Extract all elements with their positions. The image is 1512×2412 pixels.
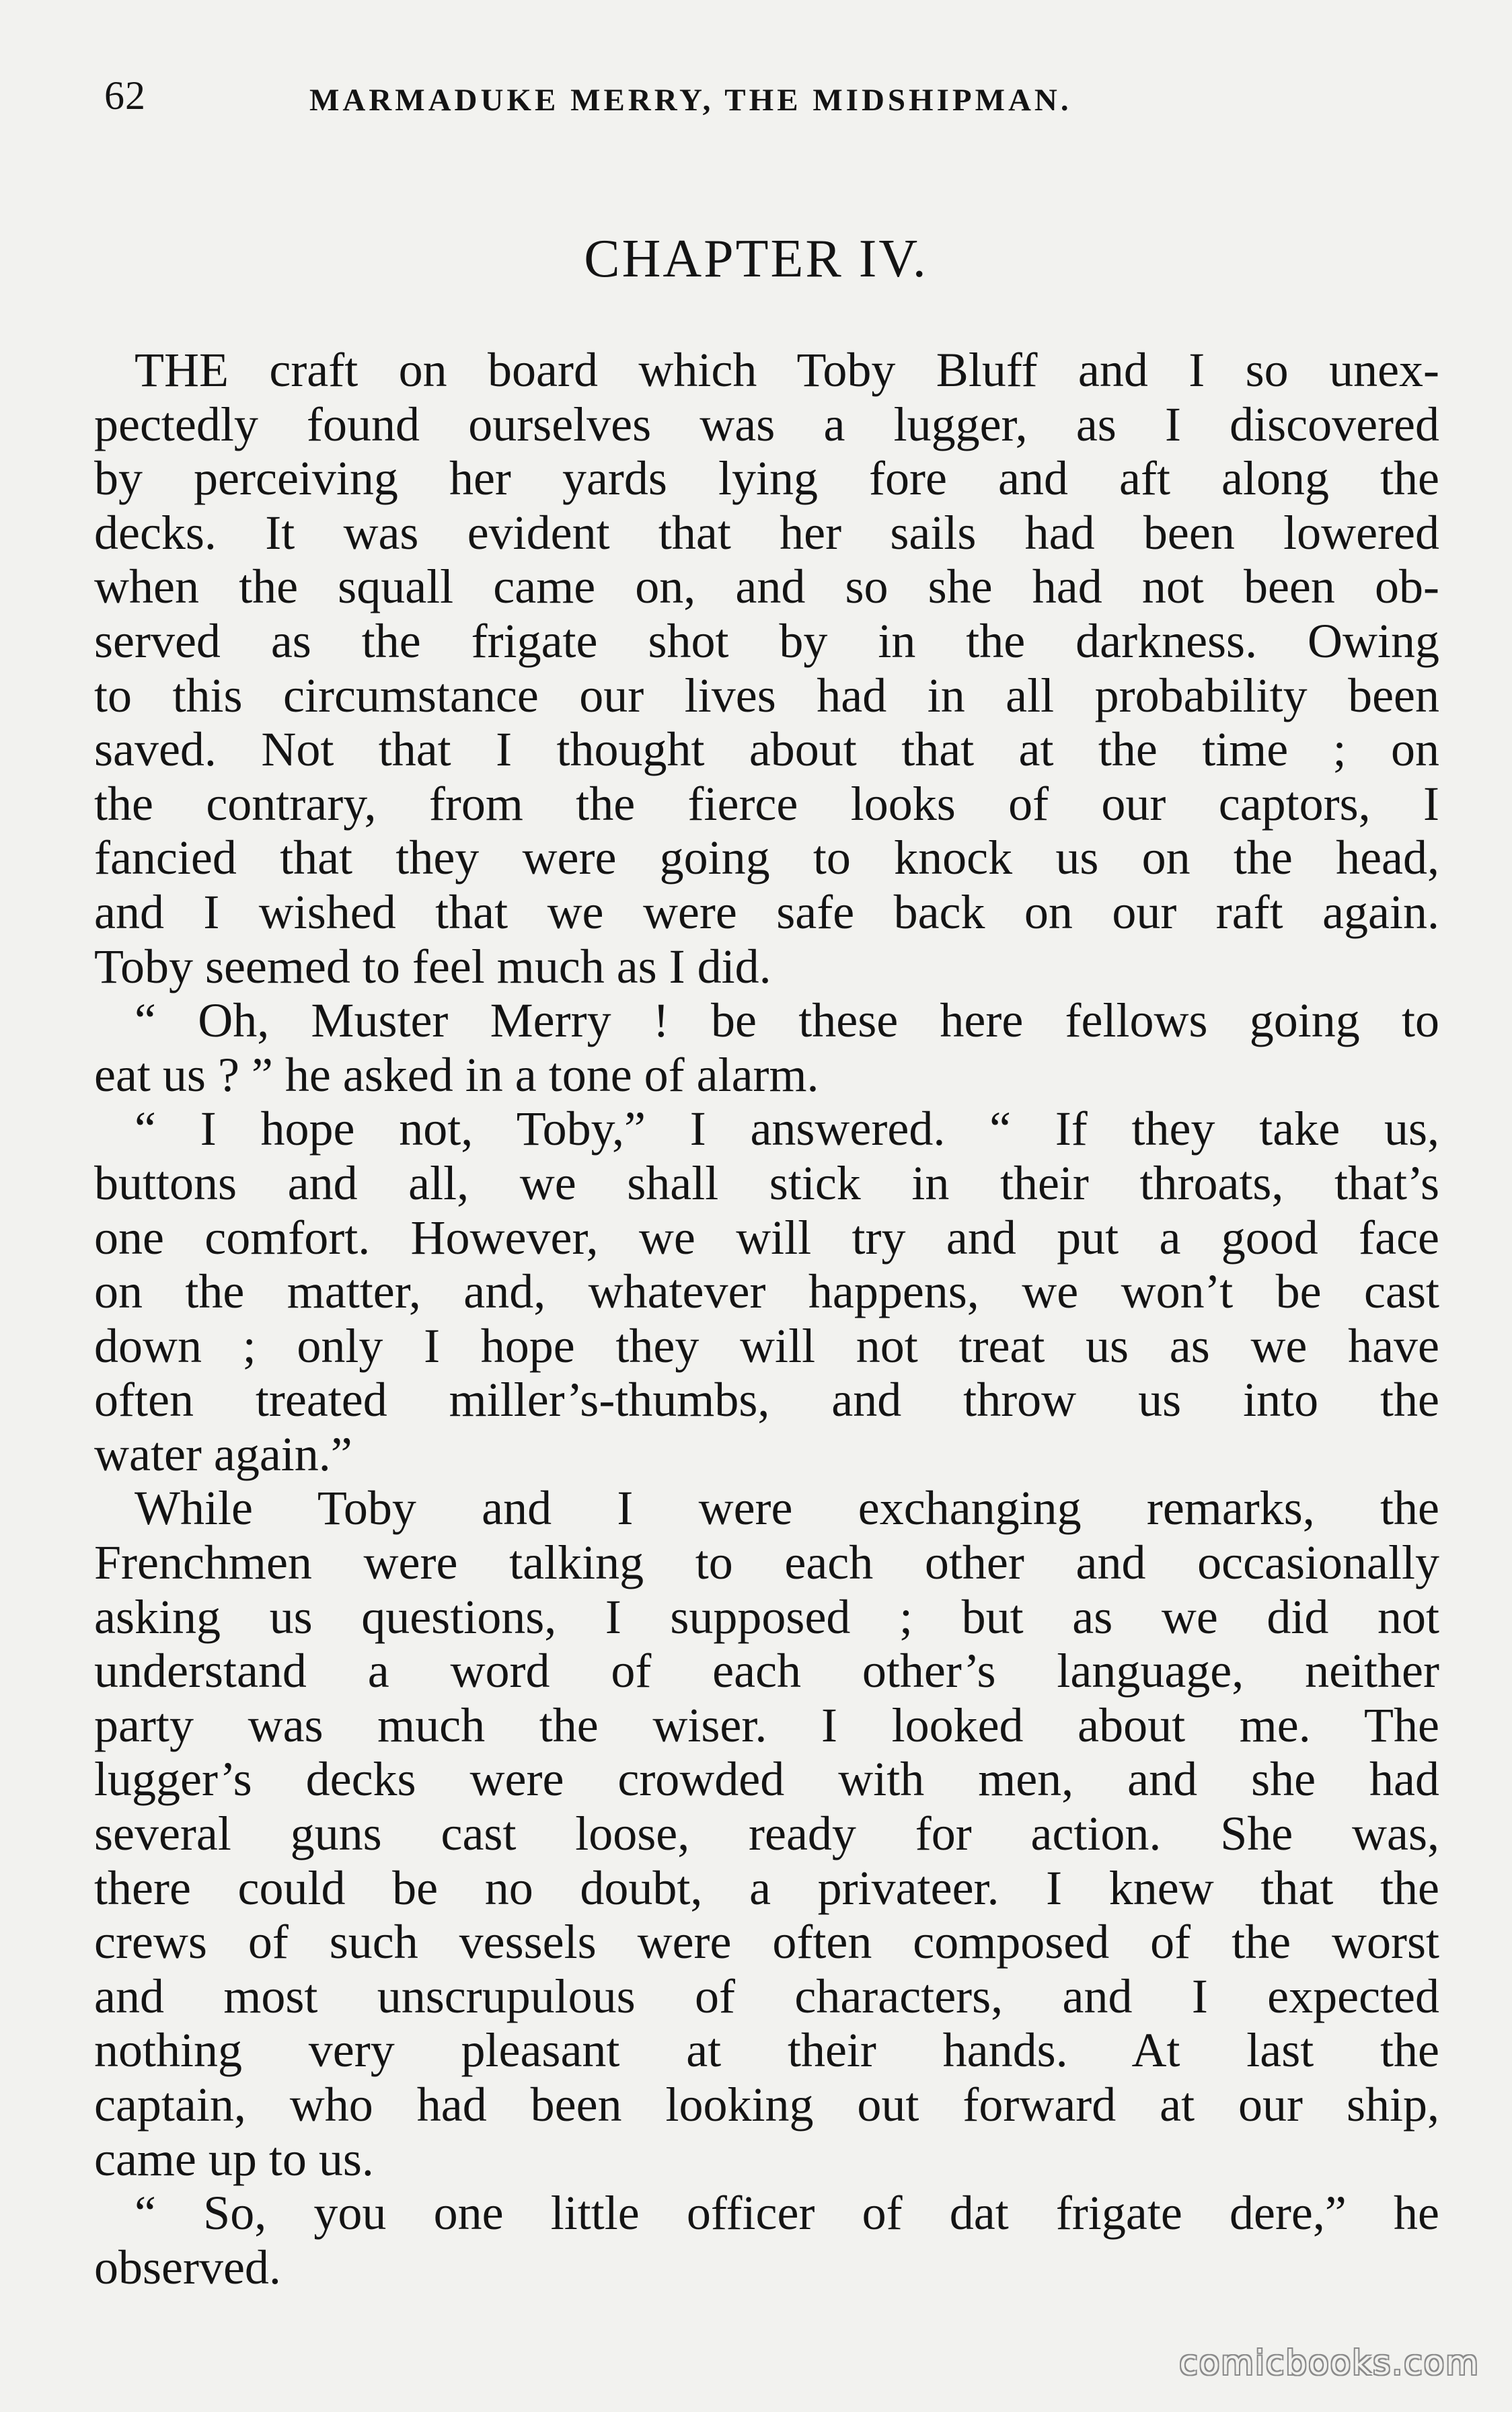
text-line: THE craft on board which Toby Bluff and I so unex- [135,343,1439,397]
text-line: “ So, you one little officer of dat frigate dere,” he [135,2186,1439,2240]
text-line: often treated miller’s-thumbs, and throw us into the [94,1373,1439,1427]
text-line: the contrary, from the fierce looks of our captors, I [94,776,1439,831]
text-line: saved. Not that I thought about that at the time ; on [94,722,1439,777]
text-line: and most unscrupulous of characters, and I expected [94,1969,1439,2023]
page-number: 62 [104,73,146,118]
chapter-heading: CHAPTER IV. [584,229,928,289]
text-line: understand a word of each other’s language, neither [94,1644,1439,1698]
text-line: one comfort. However, we will try and put a good face [94,1210,1439,1265]
text-line: crews of such vessels were often composed of the worst [94,1915,1439,1969]
running-title: MARMADUKE MERRY, THE MIDSHIPMAN. [309,83,1072,118]
text-line: pectedly found ourselves was a lugger, as I discovered [94,397,1439,451]
text-line: party was much the wiser. I looked about me. The [94,1698,1439,1752]
watermark: comicbooks.com [1179,2343,1480,2382]
text-line: when the squall came on, and so she had not been ob- [94,560,1439,614]
running-head [104,73,1288,126]
text-line: buttons and all, we shall stick in their throats, that’s [94,1156,1439,1210]
text-line: eat us ? ” he asked in a tone of alarm. [94,1047,819,1102]
text-line: nothing very pleasant at their hands. At last the [94,2023,1439,2078]
text-line: While Toby and I were exchanging remarks, the [135,1481,1439,1536]
text-line: “ I hope not, Toby,” I answered. “ If they take us, [135,1102,1439,1156]
text-line: several guns cast loose, ready for action. She was, [94,1807,1439,1861]
text-line: served as the frigate shot by in the darkness. Owing [94,613,1439,668]
text-line: water again.” [94,1427,352,1481]
text-line: came up to us. [94,2132,374,2186]
text-line: on the matter, and, whatever happens, we won’t be cast [94,1265,1439,1319]
text-line: to this circumstance our lives had in all probability been [94,668,1439,722]
text-line: “ Oh, Muster Merry ! be these here fellows going to [135,993,1439,1048]
text-line: there could be no doubt, a privateer. I knew that the [94,1860,1439,1915]
text-line: Toby seemed to feel much as I did. [94,939,771,993]
text-line: fancied that they were going to knock us on the head, [94,831,1439,885]
text-line: down ; only I hope they will not treat us as we have [94,1318,1439,1373]
text-line: observed. [94,2240,281,2294]
text-line: captain, who had been looking out forward at our ship, [94,2078,1439,2132]
text-line: asking us questions, I supposed ; but as we did not [94,1589,1439,1644]
text-line: and I wished that we were safe back on our raft again. [94,884,1439,939]
text-line: lugger’s decks were crowded with men, and she had [94,1752,1439,1807]
text-line: Frenchmen were talking to each other and occasionally [94,1536,1439,1590]
text-line: decks. It was evident that her sails had been lowered [94,505,1439,560]
body-text [94,343,1439,2294]
text-line: by perceiving her yards lying fore and aft along the [94,451,1439,506]
